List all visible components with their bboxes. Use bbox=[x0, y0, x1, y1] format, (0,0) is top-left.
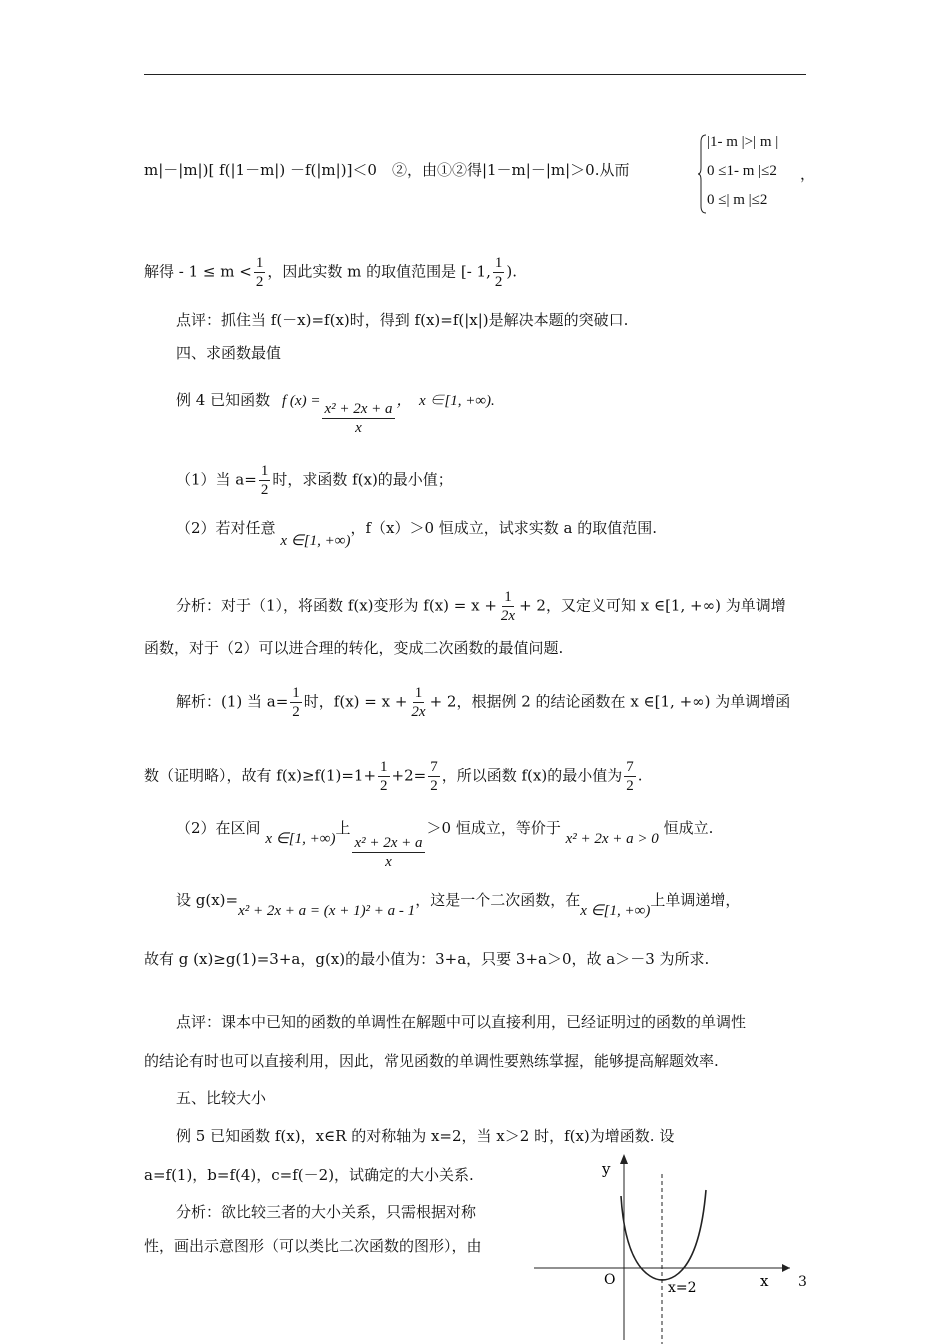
system-row-3: 0 ≤| m |≤2 bbox=[707, 192, 768, 208]
text-line: 分析：欲比较三者的大小关系，只需根据对称 bbox=[176, 1203, 477, 1221]
symmetry-axis-label: x=2 bbox=[668, 1280, 697, 1296]
text-line: 例 4 已知函数 bbox=[176, 391, 271, 409]
text-line: 解得 - 1 ≤ m < $\frac{1}{2}$ ，因此实数 m 的取值范围是 [- 1, $\frac{1}{2}$ ). bbox=[144, 255, 517, 290]
x-axis-arrow-icon bbox=[782, 1264, 790, 1272]
y-axis-label: y bbox=[602, 1160, 611, 1178]
text-line: 点评：课本中已知的函数的单调性在解题中可以直接利用，已经证明过的函数的单调性 bbox=[176, 1013, 747, 1031]
text-line: a=f(1)，b=f(4)，c=f(－2)，试确定的大小关系. bbox=[144, 1166, 474, 1184]
text-line: 分析：对于（1），将函数 f(x)变形为 f(x) = x + $\frac{1}{2x}$ + 2，又定义可知 x ∈[1, +∞) 为单调增 bbox=[176, 589, 786, 624]
text-line: （2）在区间 x ∈[1, +∞)上 $\frac{\text{x² + 2x + a}}{x}$ ＞0 恒成立，等价于 x² + 2x + a > 0 恒成立. bbox=[176, 819, 714, 870]
text-line: m|－|m|)[ f(|1－m|) －f(|m|)]＜0 ②，由①②得|1－m|－|m|＞0.从而 bbox=[144, 161, 630, 179]
y-axis-arrow-icon bbox=[620, 1154, 628, 1164]
text-line: （2）若对任意 x ∈[1, +∞)，f（x）＞0 恒成立，试求实数 a 的取值范围. bbox=[176, 519, 658, 549]
system-comma: ， bbox=[800, 167, 816, 183]
text-line: 设 g(x)=x² + 2x + a = (x + 1)² + a - 1，这是一个二次函数，在x ∈[1, +∞)上单调递增， bbox=[176, 891, 741, 919]
text-line: 函数，对于（2）可以进合理的转化，变成二次函数的最值问题. bbox=[144, 639, 564, 657]
system-row-1: |1- m |>| m | bbox=[707, 134, 779, 150]
x-axis-label: x bbox=[760, 1272, 769, 1290]
text-line: 点评：抓住当 f(－x)=f(x)时，得到 f(x)=f(|x|)是解决本题的突破口. bbox=[176, 311, 629, 329]
text-line: 性，画出示意图形（可以类比二次函数的图形），由 bbox=[144, 1237, 482, 1255]
parabola-graph bbox=[520, 1150, 800, 1344]
section-heading: 五、比较大小 bbox=[176, 1089, 267, 1107]
header-rule bbox=[144, 74, 806, 75]
text-line: 的结论有时也可以直接利用，因此，常见函数的单调性要熟练掌握，能够提高解题效率. bbox=[144, 1052, 719, 1070]
math-expression: f (x) = $\frac{\text{x² + 2x + a}}{x}$ ， x ∈[1, +∞). bbox=[282, 393, 495, 436]
text-line: 解析：(1) 当 a= $\frac{1}{2}$ 时，f(x) = x + $\frac{1}{2x}$ + 2，根据例 2 的结论函数在 x ∈[1, +∞) 为单调增函 bbox=[176, 685, 791, 720]
system-row-2: 0 ≤1- m |≤2 bbox=[707, 163, 777, 179]
page-number: 3 bbox=[798, 1274, 807, 1290]
text-line: 例 5 已知函数 f(x)，x∈R 的对称轴为 x=2，当 x＞2 时，f(x)为增函数. 设 bbox=[176, 1127, 675, 1145]
section-heading: 四、求函数最值 bbox=[176, 344, 282, 362]
parabola-curve bbox=[621, 1190, 706, 1280]
origin-label: O bbox=[604, 1272, 616, 1288]
text-line: 数（证明略），故有 f(x)≥f(1)=1+ $\frac{1}{2}$ +2= $\frac{7}{2}$ ，所以函数 f(x)的最小值为 $\frac{7}{2}$ . bbox=[144, 759, 643, 794]
text-line: 故有 g (x)≥g(1)=3+a，g(x)的最小值为：3+a，只要 3+a＞0，故 a＞－3 为所求. bbox=[144, 950, 710, 968]
text-line: （1）当 a= $\frac{1}{2}$ 时，求函数 f(x)的最小值； bbox=[176, 463, 453, 498]
